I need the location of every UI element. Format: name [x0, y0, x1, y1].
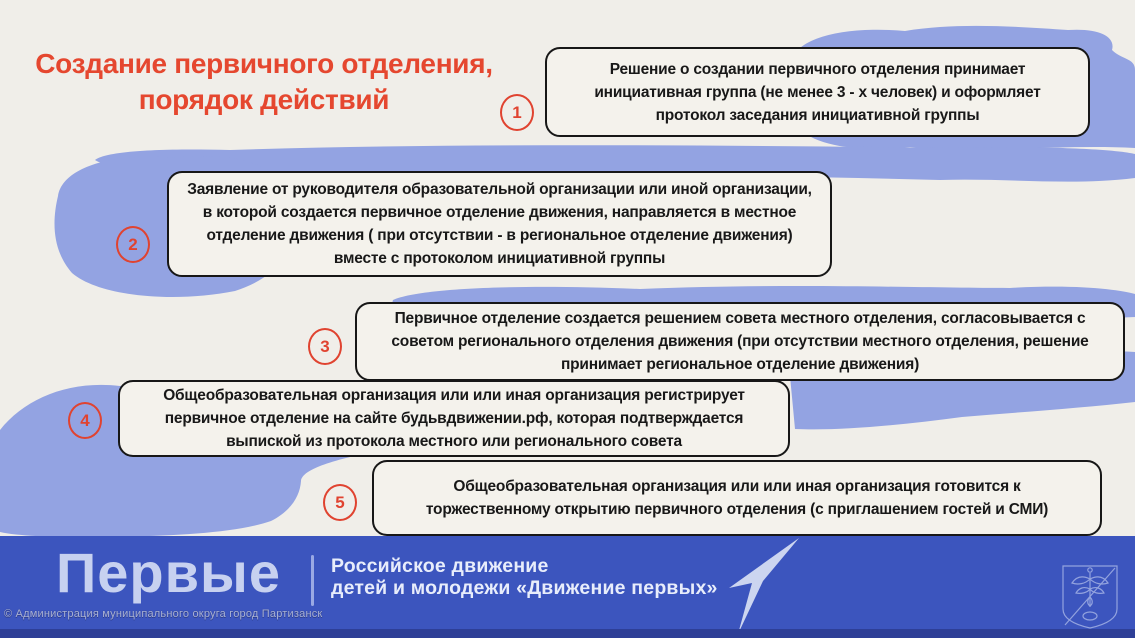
movement-line2: детей и молодежи «Движение первых» [331, 577, 718, 599]
step-number: 4 [80, 410, 90, 430]
page-title-line1: Создание первичного отделения, [35, 48, 493, 79]
step-number: 2 [128, 234, 138, 254]
movement-name [331, 555, 718, 599]
step-4-number-badge [68, 402, 102, 439]
step-number: 3 [320, 336, 330, 356]
step-5-number-badge [323, 484, 357, 521]
step-5-box [372, 460, 1102, 536]
page-title [18, 46, 510, 118]
step-2-box [167, 171, 832, 277]
step-4-box [118, 380, 790, 457]
partizansk-coat-of-arms-icon [1060, 563, 1120, 631]
step-number: 1 [512, 102, 522, 122]
step-2-text: Заявление от руководителя образовательной организации или иной организации, в которой создается первичное отделение движения, направляется в местное отделение движения ( при отсутствии - в региональное отделение движения) вместе с протоколом инициативной группы [187, 181, 812, 267]
movement-line1: Российское движение [331, 555, 549, 577]
step-number: 5 [335, 492, 345, 512]
step-4-text: Общеобразовательная организация или или иная организация регистрирует первичное отделение на сайте будьвдвижении.рф, которая подтверждается выпиской из протокола местного или регионального совета [163, 387, 745, 450]
brand-wordmark: Первые [56, 541, 281, 604]
step-3-text: Первичное отделение создается решением совета местного отделения, согласовывается с советом регионального отделения движения (при отсутствии местного отделения, решение принимает региональное отделение движения) [391, 310, 1089, 373]
step-1-number-badge [500, 94, 534, 131]
footer-divider [311, 555, 314, 606]
step-2-number-badge [116, 226, 150, 263]
step-1-text: Решение о создании первичного отделения принимает инициативная группа (не менее 3 - х человек) и оформляет протокол заседания инициативной группы [594, 60, 1041, 124]
dvizhenie-pervykh-arrow-icon [723, 538, 803, 634]
footer-bottom-strip [0, 629, 1135, 638]
copyright-watermark: © Администрация муниципального округа город Партизанск [4, 608, 323, 620]
step-1-box [545, 47, 1090, 137]
step-3-box [355, 302, 1125, 381]
footer-banner [0, 536, 1135, 638]
page-title-line2: порядок действий [138, 84, 390, 115]
step-3-number-badge [308, 328, 342, 365]
step-5-text: Общеобразовательная организация или или иная организация готовится к торжественному открытию первичного отделения (с приглашением гостей и СМИ) [425, 478, 1049, 518]
